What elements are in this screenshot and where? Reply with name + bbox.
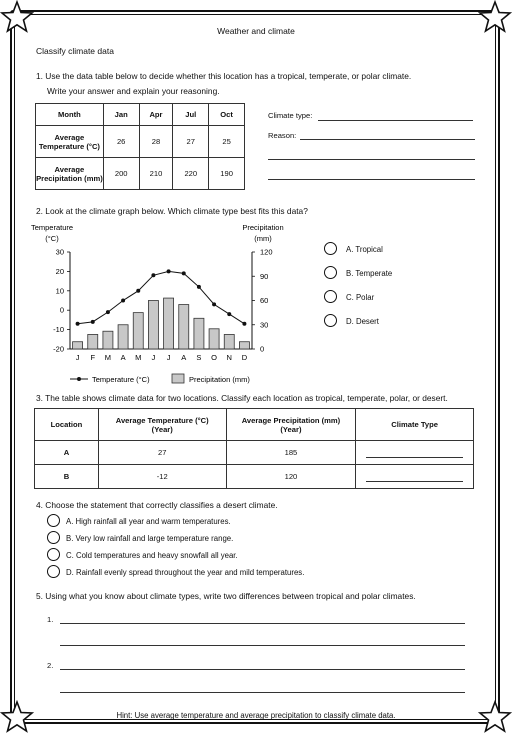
x-tick-label: A xyxy=(120,353,126,362)
y-left-tick-label: 10 xyxy=(55,286,64,296)
climate-type-answer-cell[interactable] xyxy=(356,465,474,489)
temperature-line xyxy=(78,271,245,323)
climate-type-answer-line[interactable] xyxy=(318,120,473,121)
climate-graph xyxy=(30,220,290,388)
q1-data-table xyxy=(35,103,245,190)
precip-bar xyxy=(88,334,98,349)
x-tick-label: J xyxy=(166,353,171,362)
table-cell: 25 xyxy=(209,126,245,158)
x-tick-label: A xyxy=(181,353,187,362)
reason-answer-line[interactable] xyxy=(300,139,475,140)
table-cell: 210 xyxy=(139,158,173,190)
temperature-point xyxy=(136,289,140,293)
q5-answer-line[interactable] xyxy=(60,645,465,646)
table-header: Average Precipitation (mm) (Year) xyxy=(226,409,356,441)
climate-type-label: Climate type: xyxy=(268,111,313,120)
temperature-point xyxy=(227,312,231,316)
q1-prompt-line2: Write your answer and explain your reasoning. xyxy=(47,86,220,96)
precip-bar xyxy=(194,318,204,349)
q2-option-d: D. Desert xyxy=(346,317,379,326)
page-title: Weather and climate xyxy=(217,26,295,36)
table-header: Location xyxy=(35,409,99,441)
q5-prompt: 5. Using what you know about climate types, write two differences between tropical and polar climates. xyxy=(36,591,416,601)
q2-option-d-radio[interactable] xyxy=(324,314,337,327)
table-header: Jul xyxy=(173,104,209,126)
x-tick-label: F xyxy=(90,353,96,362)
q5-answer-line[interactable] xyxy=(60,692,465,693)
precip-bar xyxy=(148,301,158,350)
table-header: Oct xyxy=(209,104,245,126)
precip-bar xyxy=(133,313,143,349)
q4-option-b: B. Very low rainfall and large temperature range. xyxy=(66,534,234,543)
temperature-point xyxy=(151,273,155,277)
table-cell: 190 xyxy=(209,158,245,190)
legend-temp-marker xyxy=(77,377,81,381)
q2-option-b-radio[interactable] xyxy=(324,266,337,279)
temperature-point xyxy=(91,320,95,324)
temperature-point xyxy=(167,269,171,273)
x-tick-label: N xyxy=(226,353,232,362)
x-tick-label: J xyxy=(75,353,80,362)
precip-bar xyxy=(224,334,234,349)
precip-bar xyxy=(103,331,113,349)
table-cell: 200 xyxy=(103,158,139,190)
q2-option-a-radio[interactable] xyxy=(324,242,337,255)
table-header: Apr xyxy=(139,104,173,126)
q4-option-b-radio[interactable] xyxy=(47,531,60,544)
table-header: Average Temperature (°C) (Year) xyxy=(98,409,226,441)
q2-option-b: B. Temperate xyxy=(346,269,393,278)
precip-bar xyxy=(239,342,249,349)
q4-prompt: 4. Choose the statement that correctly classifies a desert climate. xyxy=(36,500,278,510)
q4-option-d-radio[interactable] xyxy=(47,565,60,578)
table-header: Jan xyxy=(103,104,139,126)
y-right-label-unit: (mm) xyxy=(254,234,272,243)
q5-answer-line[interactable] xyxy=(60,669,465,670)
temperature-point xyxy=(242,322,246,326)
y-left-label-unit: (°C) xyxy=(45,234,59,243)
y-left-label: Temperature xyxy=(30,223,74,232)
y-left-tick-label: 30 xyxy=(55,247,64,257)
q2-prompt: 2. Look at the climate graph below. Which climate type best fits this data? xyxy=(36,206,308,216)
q3-table xyxy=(34,408,474,489)
table-cell: 120 xyxy=(226,465,356,489)
table-cell: 27 xyxy=(173,126,209,158)
table-cell: B xyxy=(35,465,99,489)
y-right-tick-label: 30 xyxy=(260,320,269,330)
q4-option-c: C. Cold temperatures and heavy snowfall all year. xyxy=(66,551,238,560)
precip-bar xyxy=(73,342,83,349)
q4-option-d: D. Rainfall evenly spread throughout the year and mild temperatures. xyxy=(66,568,305,577)
y-left-tick-label: -10 xyxy=(53,325,64,335)
reason-answer-line[interactable] xyxy=(268,159,475,160)
precip-bar xyxy=(179,305,189,349)
table-cell: 27 xyxy=(98,441,226,465)
x-tick-label: J xyxy=(151,353,156,362)
table-cell: 28 xyxy=(139,126,173,158)
y-left-tick-label: -20 xyxy=(53,344,64,354)
legend-precip-swatch xyxy=(172,374,184,383)
row-label: Average Precipitation (mm) xyxy=(36,158,104,190)
x-tick-label: O xyxy=(211,353,218,362)
x-tick-label: S xyxy=(196,353,202,362)
reason-label: Reason: xyxy=(268,131,297,140)
q3-prompt: 3. The table shows climate data for two locations. Classify each location as tropical, temperate, polar, or desert. xyxy=(36,393,448,403)
x-tick-label: D xyxy=(241,353,248,362)
precip-bar xyxy=(209,329,219,349)
y-right-tick-label: 0 xyxy=(260,344,265,354)
q4-option-a-radio[interactable] xyxy=(47,514,60,527)
reason-answer-line[interactable] xyxy=(268,179,475,180)
row-label: Average Temperature (°C) xyxy=(36,126,104,158)
y-left-tick-label: 0 xyxy=(59,305,64,315)
climate-type-answer-cell[interactable] xyxy=(356,441,474,465)
q2-option-a: A. Tropical xyxy=(346,245,383,254)
q4-option-c-radio[interactable] xyxy=(47,548,60,561)
table-cell: 185 xyxy=(226,441,356,465)
y-right-tick-label: 120 xyxy=(260,247,273,257)
q4-option-a: A. High rainfall all year and warm temperatures. xyxy=(66,517,231,526)
temperature-point xyxy=(182,271,186,275)
q2-option-c-radio[interactable] xyxy=(324,290,337,303)
precip-bar xyxy=(118,325,128,349)
table-cell: 26 xyxy=(103,126,139,158)
hint-text: Hint: Use average temperature and average precipitation to classify climate data. xyxy=(116,711,396,720)
temperature-point xyxy=(212,302,216,306)
y-right-tick-label: 90 xyxy=(260,271,269,281)
table-cell: -12 xyxy=(98,465,226,489)
y-right-tick-label: 60 xyxy=(260,296,269,305)
table-cell: A xyxy=(35,441,99,465)
legend-temp-label: Temperature (°C) xyxy=(92,375,150,384)
y-right-label: Precipitation xyxy=(242,223,284,232)
temperature-point xyxy=(106,310,110,314)
table-cell: 220 xyxy=(173,158,209,190)
y-left-tick-label: 20 xyxy=(55,266,64,276)
q2-option-c: C. Polar xyxy=(346,293,375,302)
table-header: Climate Type xyxy=(356,409,474,441)
x-tick-label: M xyxy=(135,353,142,362)
temperature-point xyxy=(121,299,125,303)
x-tick-label: M xyxy=(104,353,112,362)
legend-precip-label: Precipitation (mm) xyxy=(189,375,250,384)
q5-item-1-number: 1. xyxy=(47,615,54,624)
q5-item-2-number: 2. xyxy=(47,661,54,670)
q5-answer-line[interactable] xyxy=(60,623,465,624)
table-header: Month xyxy=(36,104,104,126)
q1-prompt: 1. Use the data table below to decide whether this location has a tropical, temperate, or polar climate. xyxy=(36,71,412,81)
page-subtitle: Classify climate data xyxy=(36,46,114,56)
precip-bar xyxy=(164,298,174,349)
temperature-point xyxy=(76,322,80,326)
temperature-point xyxy=(197,285,201,289)
